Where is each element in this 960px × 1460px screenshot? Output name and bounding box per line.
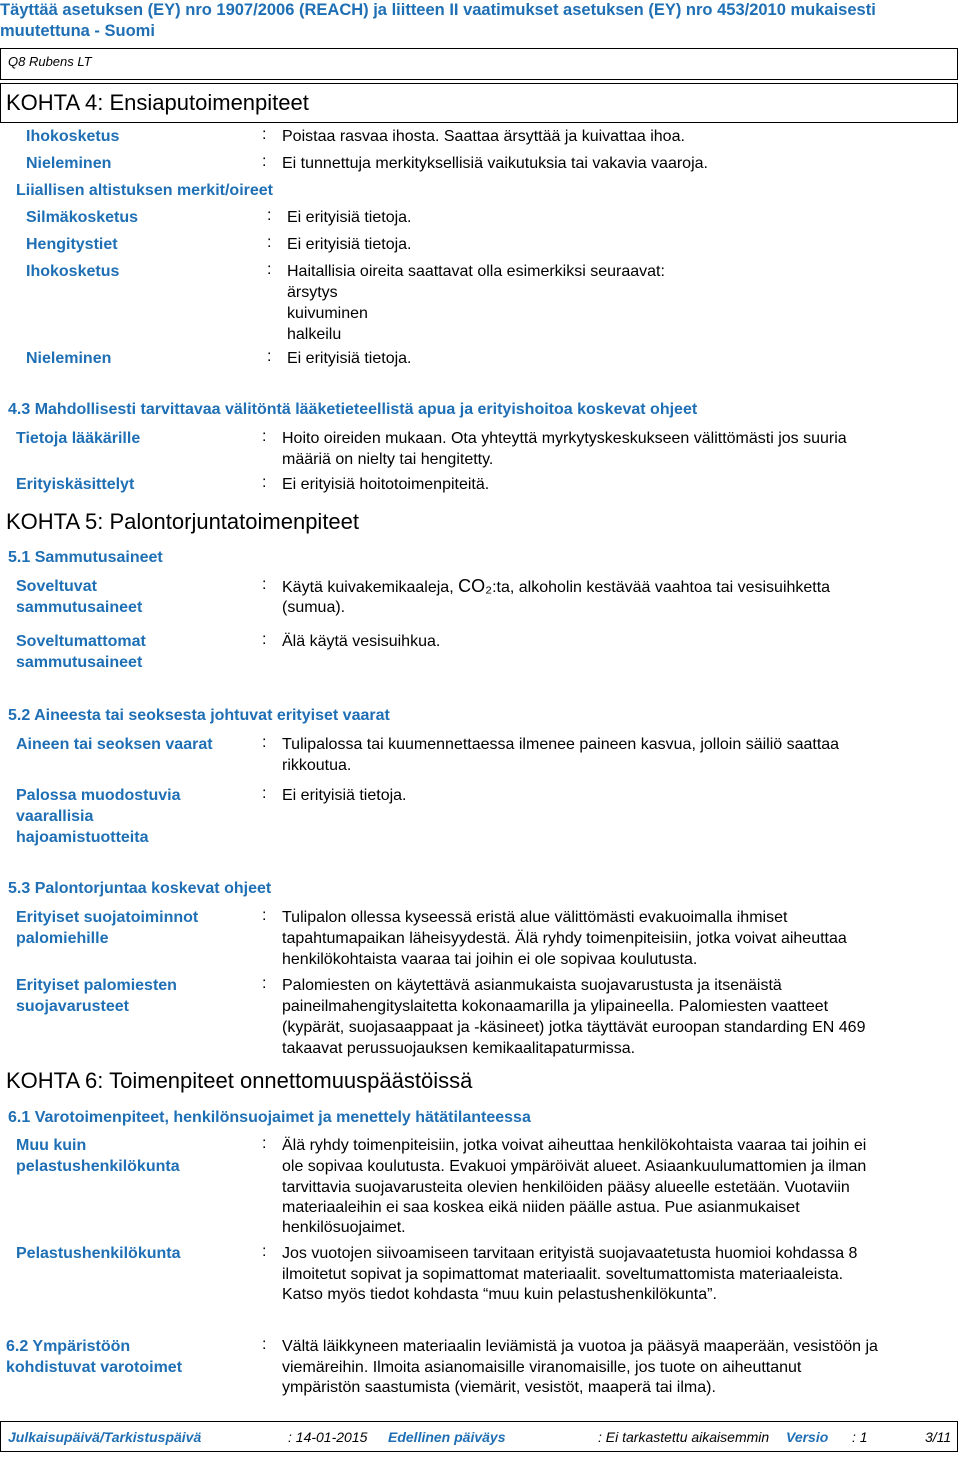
colon: : bbox=[262, 785, 267, 802]
emergency-responders-line: Katso myös tiedot kohdasta “muu kuin pelastushenkilökunta”. bbox=[282, 1286, 717, 1303]
substance-hazards-line: Tulipalossa tai kuumennettaessa ilmenee paineen kasvua, jolloin säiliö saattaa bbox=[282, 736, 840, 753]
suitable-media-line2: (sumua). bbox=[282, 599, 346, 616]
firefighter-equipment-line: (kypärät, suojasaappaat ja -käsineet) jotka täyttävät euroopan standarding EN 469 bbox=[282, 1019, 866, 1036]
colon: : bbox=[262, 975, 267, 992]
suitable-media-text: Käytä kuivakemikaaleja, bbox=[282, 579, 454, 596]
firefighter-equipment-label: Erityiset palomiesten bbox=[16, 977, 177, 994]
product-name: Q8 Rubens LT bbox=[8, 54, 92, 69]
non-emergency-label: pelastushenkilökunta bbox=[16, 1158, 180, 1175]
section-5-title: KOHTA 5: Palontorjuntatoimenpiteet bbox=[6, 509, 360, 534]
non-emergency-line: Älä ryhdy toimenpiteisiin, jotka voivat aiheuttaa henkilökohtaista vaaraa tai joihin ei bbox=[282, 1137, 867, 1154]
special-treatment-value: Ei erityisiä hoitotoimenpiteitä. bbox=[282, 476, 490, 493]
non-emergency-line: tarvittavia suojavarusteita olevien henkilöiden pääsy alueelle estetään. Vuotaviin bbox=[282, 1179, 850, 1196]
firefighter-actions-label: Erityiset suojatoiminnot bbox=[16, 909, 199, 926]
colon: : bbox=[267, 261, 272, 278]
non-emergency-line: ole sopivaa koulutusta. Evakuoi ympäröivät alueet. Asiaankuulumattomien ja ilman bbox=[282, 1158, 867, 1175]
environmental-precautions-line: viemäreihin. Ilmoita asianomaisille viranomaisille, jos tuote on aiheuttanut bbox=[282, 1359, 802, 1376]
eye-contact-value: Ei erityisiä tietoja. bbox=[287, 209, 412, 226]
non-emergency-line: materiaaleihin ei saa koskea eikä niiden päälle astua. Pue asianmukaiset bbox=[282, 1199, 800, 1216]
subsection-6-1: 6.1 Varotoimenpiteet, henkilönsuojaimet ja menettely hätätilanteessa bbox=[8, 1109, 531, 1126]
subsection-4-3: 4.3 Mahdollisesti tarvittavaa välitöntä lääketieteellistä apua ja erityishoitoa koskevat ohjeet bbox=[8, 401, 698, 418]
colon: : bbox=[262, 1336, 267, 1353]
firefighter-equipment-label: suojavarusteet bbox=[16, 998, 129, 1015]
overexposure-heading: Liiallisen altistuksen merkit/oireet bbox=[16, 182, 273, 199]
eye-contact-label: Silmäkosketus bbox=[26, 209, 139, 226]
ingestion-value: Ei tunnettuja merkityksellisiä vaikutuksia tai vakavia vaaroja. bbox=[282, 155, 708, 172]
inhalation-value: Ei erityisiä tietoja. bbox=[287, 236, 412, 253]
doctor-info-label: Tietoja lääkärille bbox=[16, 430, 141, 447]
suitable-media-label: Soveltuvat bbox=[16, 578, 97, 595]
unsuitable-media-label: Soveltumattomat bbox=[16, 633, 146, 650]
colon: : bbox=[262, 734, 267, 751]
firefighter-actions-line: Tulipalon ollessa kyseessä eristä alue välittömästi evakuoimalla ihmiset bbox=[282, 909, 788, 926]
subsection-5-1: 5.1 Sammutusaineet bbox=[8, 549, 163, 566]
colon: : bbox=[262, 576, 267, 593]
colon: : bbox=[262, 428, 267, 445]
emergency-responders-line: ilmoitetut sopivat ja sopimattomat materiaalit. soveltumattomista materiaaleista. bbox=[282, 1266, 844, 1283]
unsuitable-media-value: Älä käytä vesisuihkua. bbox=[282, 633, 441, 650]
firefighter-actions-label: palomiehille bbox=[16, 930, 109, 947]
skin-symptoms-line: ärsytys bbox=[287, 284, 338, 301]
environmental-precautions-label: 6.2 Ympäristöön bbox=[6, 1338, 131, 1355]
footer-previous-label: Edellinen päiväys bbox=[388, 1429, 506, 1445]
environmental-precautions-line: Vältä läikkyneen materiaalin leviämistä ja vuotoa ja pääsyä maaperään, vesistöön ja bbox=[282, 1338, 878, 1355]
environmental-precautions-line: ympäristön saastumista (viemärit, vesistöt, maaperä tai ilma). bbox=[282, 1379, 716, 1396]
environmental-precautions-label: kohdistuvat varotoimet bbox=[6, 1359, 183, 1376]
footer-version-value: : 1 bbox=[852, 1429, 868, 1445]
subsection-5-2: 5.2 Aineesta tai seoksesta johtuvat erityiset vaarat bbox=[8, 707, 390, 724]
ingestion-symptoms-value: Ei erityisiä tietoja. bbox=[287, 350, 412, 367]
skin-symptoms-line: kuivuminen bbox=[287, 305, 368, 322]
footer-previous-value: : Ei tarkastettu aikaisemmin bbox=[598, 1429, 770, 1445]
colon: : bbox=[267, 348, 272, 365]
unsuitable-media-label: sammutusaineet bbox=[16, 654, 143, 671]
ingestion-label: Nieleminen bbox=[26, 155, 112, 172]
footer-version-label: Versio bbox=[786, 1429, 829, 1445]
firefighter-equipment-line: paineilmahengityslaitetta kokonaamarilla ja ylipaineella. Palomiesten vaatteet bbox=[282, 998, 829, 1015]
skin-symptoms-line: halkeilu bbox=[287, 326, 342, 343]
skin-contact-label: Ihokosketus bbox=[26, 128, 120, 145]
non-emergency-label: Muu kuin bbox=[16, 1137, 87, 1154]
skin-contact-symptoms-label: Ihokosketus bbox=[26, 263, 120, 280]
suitable-media-label: sammutusaineet bbox=[16, 599, 143, 616]
special-treatment-label: Erityiskäsittelyt bbox=[16, 476, 135, 493]
skin-contact-value: Poistaa rasvaa ihosta. Saattaa ärsyttää ja kuivattaa ihoa. bbox=[282, 128, 685, 145]
co2-formula: CO₂ bbox=[458, 576, 493, 596]
product-box bbox=[0, 48, 958, 80]
ingestion-symptoms-label: Nieleminen bbox=[26, 350, 112, 367]
combustion-products-label: hajoamistuotteita bbox=[16, 829, 149, 846]
doctor-info-line: Hoito oireiden mukaan. Ota yhteyttä myrkytyskeskukseen välittömästi jos suuria bbox=[282, 430, 847, 447]
page-number: 3/11 bbox=[925, 1429, 952, 1445]
non-emergency-line: henkilösuojaimet. bbox=[282, 1219, 406, 1236]
combustion-products-label: Palossa muodostuvia bbox=[16, 787, 181, 804]
colon: : bbox=[262, 126, 267, 143]
colon: : bbox=[262, 1243, 267, 1260]
colon: : bbox=[267, 207, 272, 224]
emergency-responders-label: Pelastushenkilökunta bbox=[16, 1245, 181, 1262]
firefighter-equipment-line: takaavat perussuojauksen kemikaalitapaturmissa. bbox=[282, 1040, 636, 1057]
combustion-products-value: Ei erityisiä tietoja. bbox=[282, 787, 407, 804]
substance-hazards-label: Aineen tai seoksen vaarat bbox=[16, 736, 213, 753]
colon: : bbox=[262, 1135, 267, 1152]
firefighter-equipment-line: Palomiesten on käytettävä asianmukaista suojavarustusta ja itsenäistä bbox=[282, 977, 782, 994]
section-6-title: KOHTA 6: Toimenpiteet onnettomuuspäästöissä bbox=[6, 1068, 473, 1093]
document-header: Täyttää asetuksen (EY) nro 1907/2006 (REACH) ja liitteen II vaatimukset asetuksen (EY) nro 453/2010 mukaisesti muutettuna - Suomi bbox=[0, 1, 876, 40]
firefighter-actions-line: tapahtumapaikan läheisyydestä. Älä ryhdy toimenpiteisiin, jotka voivat aiheuttaa bbox=[282, 930, 847, 947]
emergency-responders-line: Jos vuotojen siivoamiseen tarvitaan erityistä suojavaatetusta huomioi kohdassa 8 bbox=[282, 1245, 858, 1262]
suitable-media-text: :ta, alkoholin kestävää vaahtoa tai vesisuihketta bbox=[492, 579, 831, 596]
section-4-title: KOHTA 4: Ensiaputoimenpiteet bbox=[6, 90, 309, 115]
doctor-info-line: määriä on nielty tai hengitetty. bbox=[282, 451, 494, 468]
footer-publish-date: : 14-01-2015 bbox=[288, 1429, 368, 1445]
combustion-products-label: vaarallisia bbox=[16, 808, 94, 825]
footer-publish-label: Julkaisupäivä/Tarkistuspäivä bbox=[8, 1429, 202, 1445]
substance-hazards-line: rikkoutua. bbox=[282, 757, 352, 774]
colon: : bbox=[267, 234, 272, 251]
colon: : bbox=[262, 474, 267, 491]
inhalation-label: Hengitystiet bbox=[26, 236, 118, 253]
subsection-5-3: 5.3 Palontorjuntaa koskevat ohjeet bbox=[8, 880, 272, 897]
colon: : bbox=[262, 153, 267, 170]
skin-symptoms-line: Haitallisia oireita saattavat olla esimerkiksi seuraavat: bbox=[287, 263, 665, 280]
suitable-media-line bbox=[282, 576, 830, 598]
colon: : bbox=[262, 907, 267, 924]
colon: : bbox=[262, 631, 267, 648]
firefighter-actions-line: henkilökohtaista vaaraa tai joihin ei ole sopivaa koulutusta. bbox=[282, 951, 698, 968]
